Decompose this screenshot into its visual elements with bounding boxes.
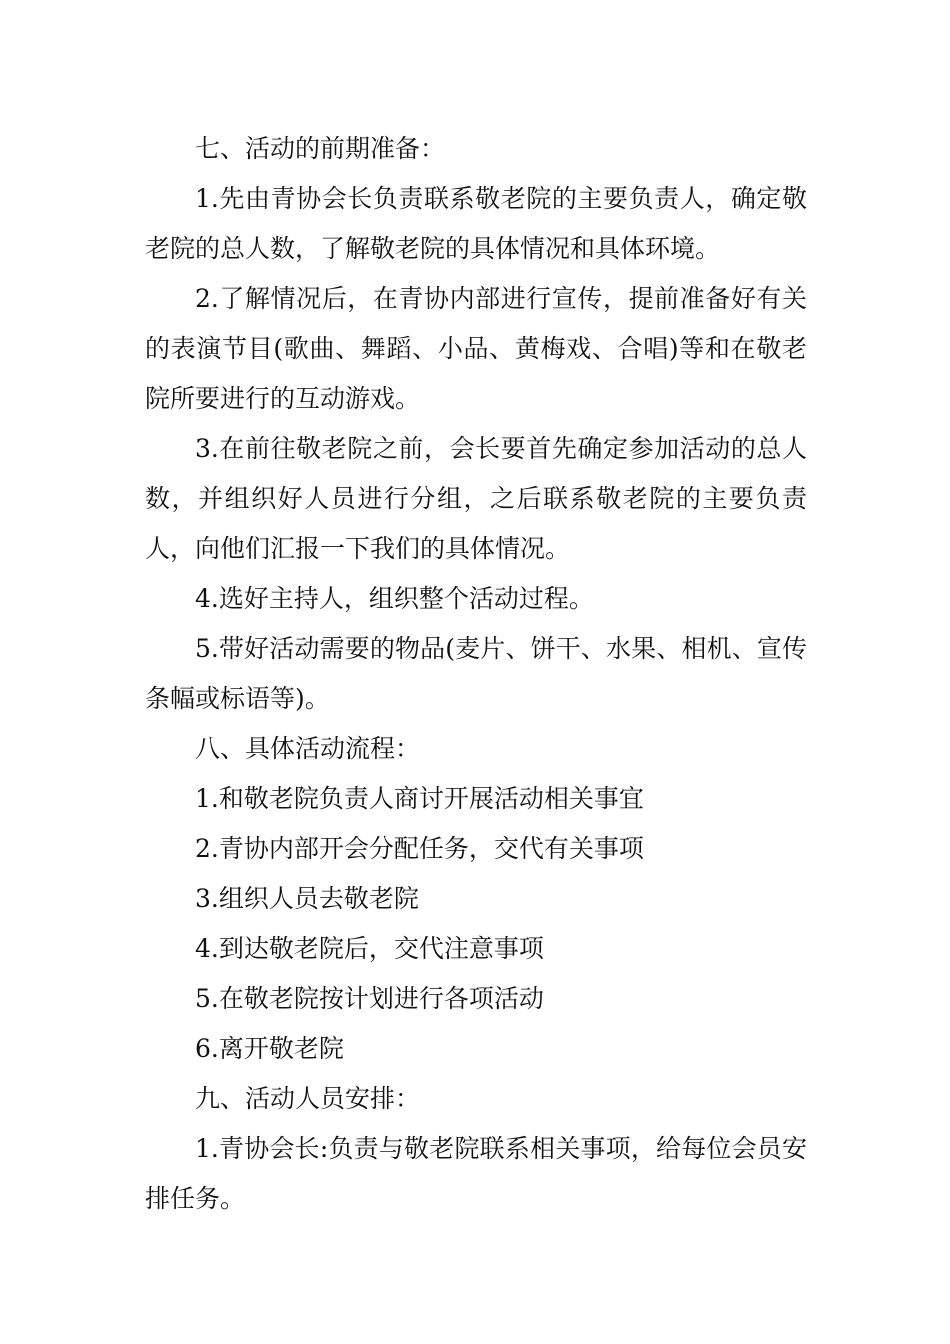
paragraph-process-5: 5.在敬老院按计划进行各项活动 <box>195 984 544 1013</box>
paragraph-prep-1: 1.先由青协会长负责联系敬老院的主要负责人，确定敬老院的总人数，了解敬老院的具体情况和具体环境。 <box>145 184 807 263</box>
paragraph-staffing-1: 1.青协会长:负责与敬老院联系相关事项，给每位会员安排任务。 <box>145 1134 807 1213</box>
document-body <box>145 124 807 1224</box>
paragraph-process-2: 2.青协内部开会分配任务，交代有关事项 <box>195 834 644 863</box>
paragraph-process-4: 4.到达敬老院后，交代注意事项 <box>195 934 544 963</box>
paragraph-prep-4: 4.选好主持人，组织整个活动过程。 <box>195 584 594 613</box>
paragraph-process-3: 3.组织人员去敬老院 <box>195 884 419 913</box>
section-heading-staffing: 九、活动人员安排： <box>195 1084 421 1113</box>
paragraph-process-6: 6.离开敬老院 <box>195 1034 344 1063</box>
paragraph-prep-3: 3.在前往敬老院之前，会长要首先确定参加活动的总人数，并组织好人员进行分组，之后联系敬老院的主要负责人，向他们汇报一下我们的具体情况。 <box>145 434 807 563</box>
paragraph-prep-2: 2.了解情况后，在青协内部进行宣传，提前准备好有关的表演节目(歌曲、舞蹈、小品、黄梅戏、合唱)等和在敬老院所要进行的互动游戏。 <box>145 284 807 413</box>
section-heading-preparation: 七、活动的前期准备： <box>195 134 446 163</box>
section-heading-process: 八、具体活动流程： <box>195 734 421 763</box>
paragraph-process-1: 1.和敬老院负责人商讨开展活动相关事宜 <box>195 784 644 813</box>
paragraph-prep-5: 5.带好活动需要的物品(麦片、饼干、水果、相机、宣传条幅或标语等)。 <box>145 634 807 713</box>
